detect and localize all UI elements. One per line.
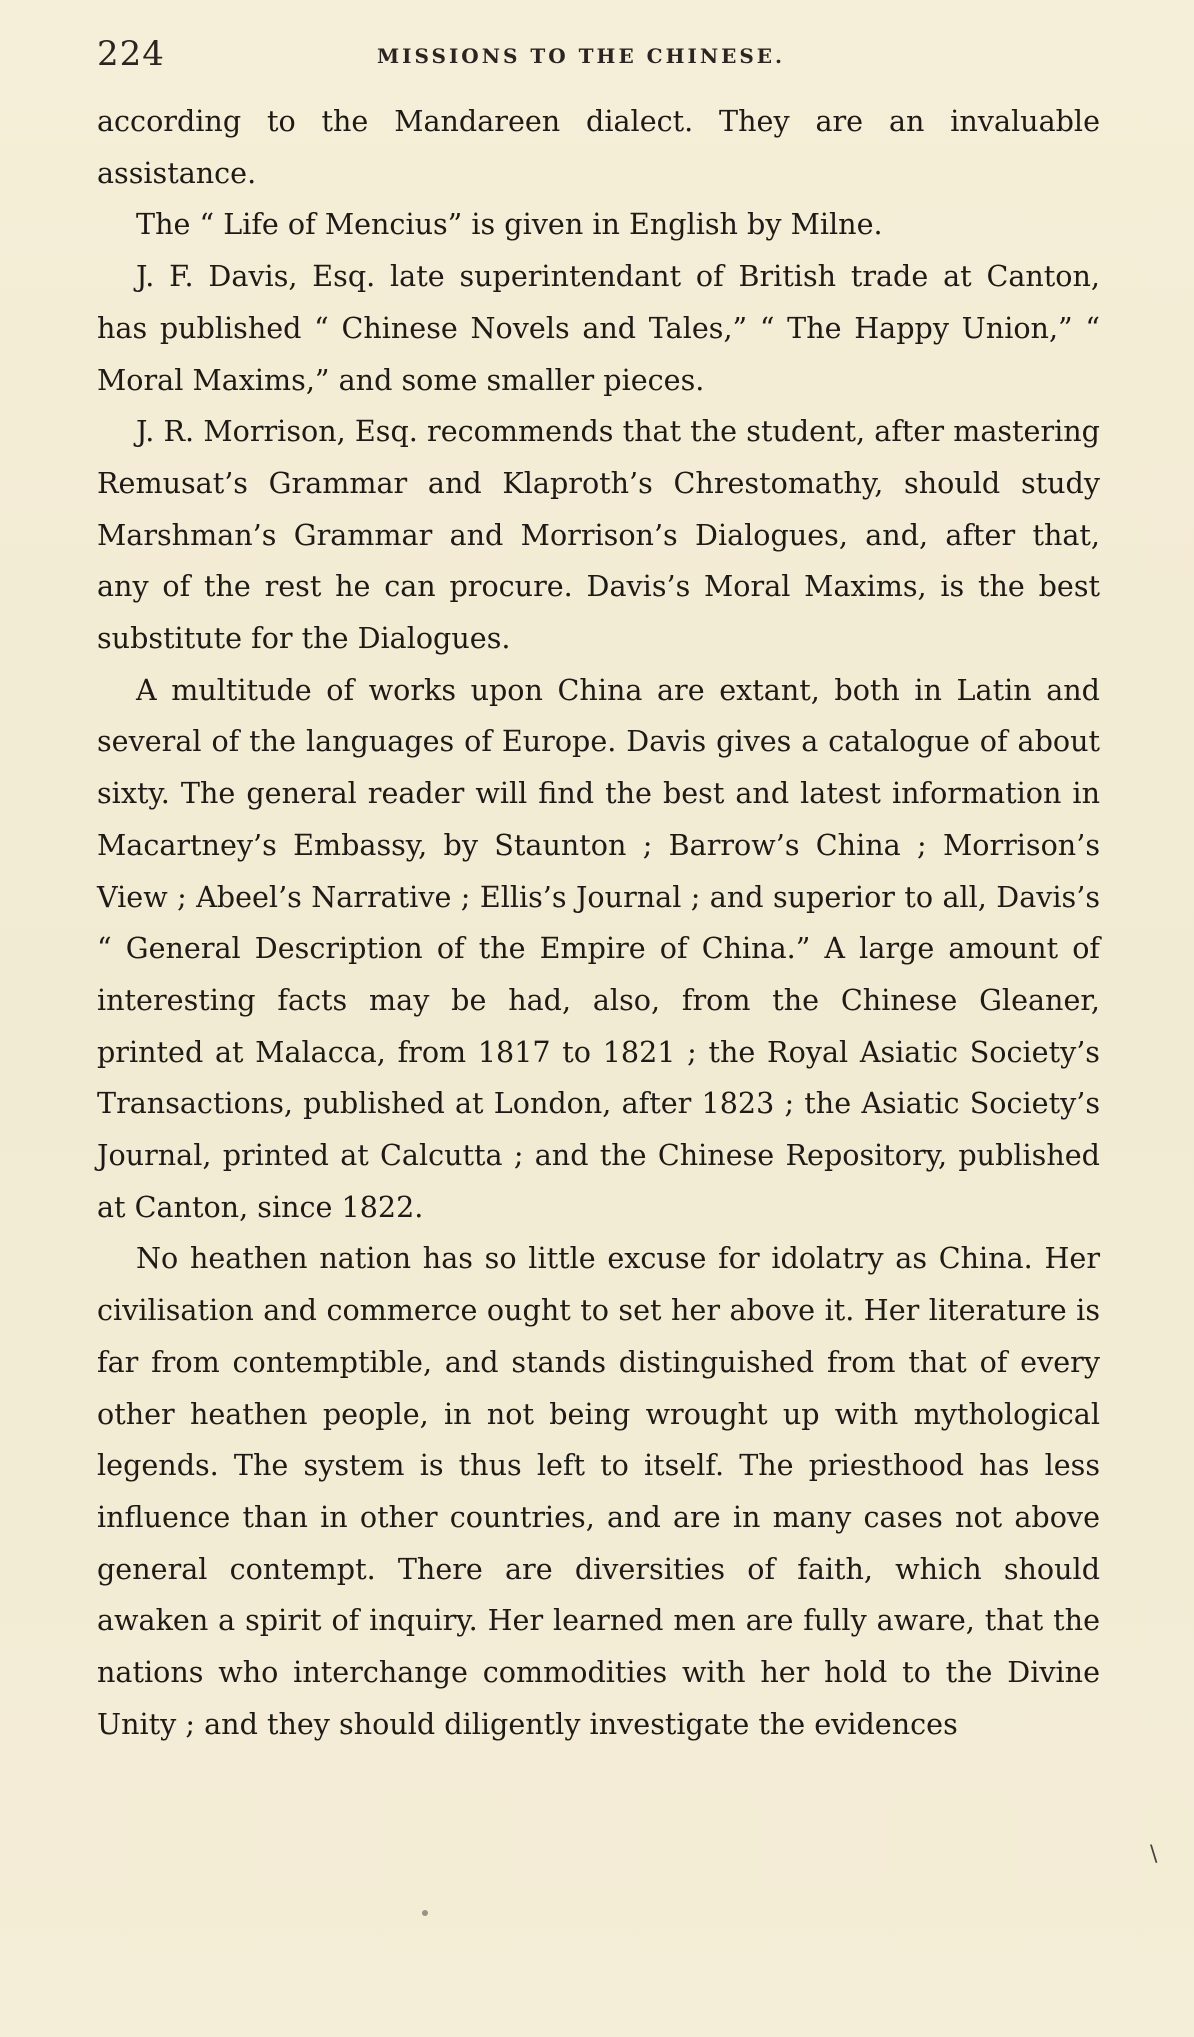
paragraph: A multitude of works upon China are extant, both in Latin and several of the languages of Europe. Davis gives a catalogue of about sixty. The general reader will find the best and latest information in Macartney’s Embassy, by Staunton ; Barrow’s China ; Morrison’s View ; Abeel’s Narrative ; Ellis’s Journal ; and superior to all, Davis’s “ General Description of the Empire of China.” A large amount of interesting facts may be had, also, from the Chinese Gleaner, printed at Malacca, from 1817 to 1821 ; the Royal Asiatic Society’s Transactions, published at London, after 1823 ; the Asiatic Society’s Journal, printed at Calcutta ; and the Chinese Repository, published at Canton, since 1822.	[97, 672, 1100, 1224]
paragraph-continuation: according to the Mandareen dialect. They are an invaluable assistance.	[97, 104, 1100, 190]
body-text	[97, 96, 1100, 1751]
running-head: MISSIONS TO THE CHINESE.	[377, 44, 786, 68]
paragraph: J. R. Morrison, Esq. recommends that the student, after mastering Remusat’s Grammar and Klaproth’s Chrestomathy, should study Marshman’s Grammar and Morrison’s Dialogues, and, after that, any of the rest he can procure. Davis’s Moral Maxims, is the best substitute for the Dialogues.	[97, 414, 1100, 656]
paragraph: No heathen nation has so little excuse for idolatry as China. Her civilisation and commerce ought to set her above it. Her literature is far from contemptible, and stands distinguished from that of every other heathen people, in not being wrought up with mythological legends. The system is thus left to itself. The priesthood has less influence than in other countries, and are in many cases not above general contempt. There are diversities of faith, which should awaken a spirit of inquiry. Her learned men are fully aware, that the nations who interchange commodities with her hold to the Divine Unity ; and they should diligently investigate the evidences	[97, 1241, 1100, 1741]
margin-mark: \	[1150, 1842, 1158, 1867]
ink-speck	[422, 1910, 428, 1916]
paragraph: J. F. Davis, Esq. late superintendant of British trade at Canton, has published “ Chinese Novels and Tales,” “ The Happy Union,” “ Moral Maxims,” and some smaller pieces.	[97, 259, 1100, 397]
page-header	[97, 34, 1102, 84]
paragraph: The “ Life of Mencius” is given in English by Milne.	[136, 207, 883, 242]
page-number: 224	[97, 34, 165, 74]
